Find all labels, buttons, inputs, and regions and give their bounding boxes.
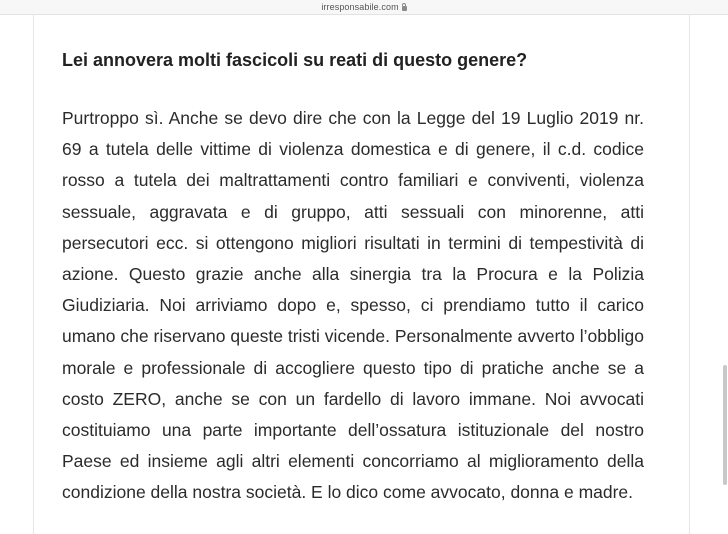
lock-icon: [402, 6, 407, 11]
interview-answer: Purtroppo sì. Anche se devo dire che con la Legge del 19 Luglio 2019 nr. 69 a tutela delle vittime di violenza domestica e di genere, il c.d. codice rosso a tutela dei maltrattamenti contro familiari e conviventi, violenza sessuale, aggravata e di gruppo, atti sessuali con minorenne, atti persecutori ecc. si ottengono migliori risultati in termini di tempestività di azione. Questo grazie anche alla sinergia tra la Procura e la Polizia Giudiziaria. Noi arriviamo dopo e, spesso, ci prendiamo tutto il carico umano che riservano queste tristi vicende. Personalmente avverto l’obbligo morale e professionale di accogliere questo tipo di pratiche anche se a costo ZERO, anche se con un fardello di lavoro immane. Noi avvocati costituiamo una parte importante dell’ossatura istituzionale del nostro Paese ed insieme agli altri elementi concorriamo al miglioramento della condizione della nostra società. E lo dico come avvocato, donna e madre.: [62, 108, 644, 503]
article-page: [33, 15, 690, 534]
scrollbar-thumb[interactable]: [723, 365, 727, 485]
address-bar[interactable]: [0, 0, 728, 15]
url-text[interactable]: irresponsabile.com: [321, 2, 399, 12]
interview-question: Lei annovera molti fascicoli su reati di questo genere?: [62, 50, 528, 70]
scrollbar[interactable]: [722, 15, 728, 534]
